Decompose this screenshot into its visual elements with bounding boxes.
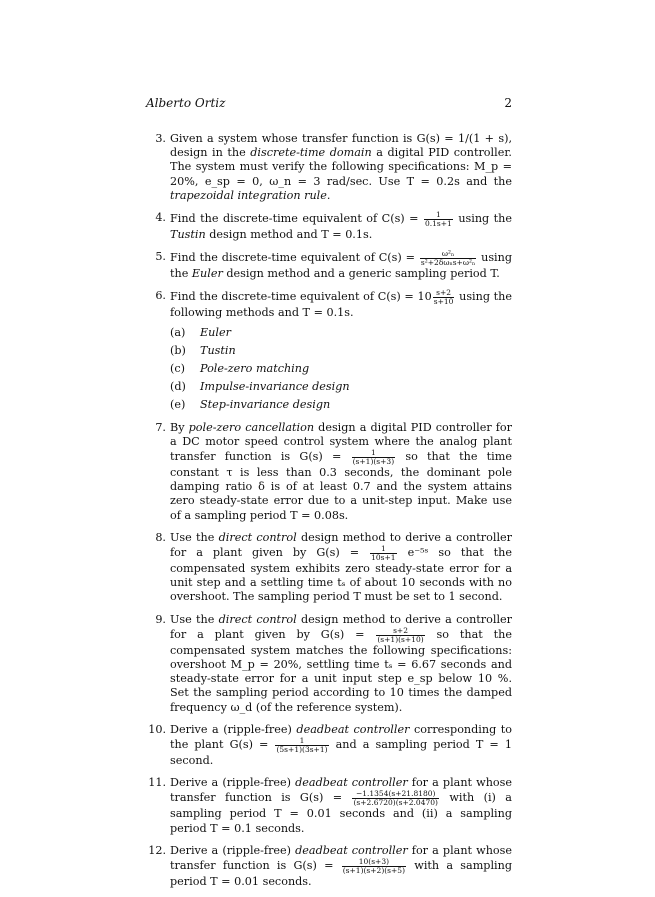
problem-text xyxy=(170,531,512,605)
text-run: Find the discrete-time equivalent of C(s) = 10 xyxy=(170,290,432,304)
text-run: with (i) a sampling period T = 0.01 seconds and (ii) a sampling period T = 0.1 seconds. xyxy=(170,791,512,835)
method-item xyxy=(170,361,512,377)
fraction-numerator: s+2 xyxy=(376,627,424,636)
fraction-denominator: (s+1)(s+3) xyxy=(352,457,395,467)
method-name: Euler xyxy=(200,325,231,339)
text-run: Derive a (ripple-free) xyxy=(170,722,297,736)
fraction-numerator: 1 xyxy=(424,211,453,220)
problem-item xyxy=(146,132,512,203)
problem-text xyxy=(170,613,512,715)
emphasized-text: discrete-time domain xyxy=(250,146,372,160)
problem-text xyxy=(170,723,512,768)
fraction-denominator: s+10 xyxy=(433,297,454,307)
fraction xyxy=(376,627,424,644)
problem-number: 5. xyxy=(155,250,166,264)
text-run: design method and T = 0.1s. xyxy=(205,228,373,242)
problem-text xyxy=(170,421,512,523)
problem-number: 12. xyxy=(148,843,166,857)
text-run: Find the discrete-time equivalent of C(s) = xyxy=(170,212,423,226)
author-name: Alberto Ortiz xyxy=(146,96,226,110)
text-run: with a sampling period T = 0.01 seconds. xyxy=(170,859,512,889)
method-name: Tustin xyxy=(200,343,236,357)
text-run: using the xyxy=(453,212,513,226)
problem-list xyxy=(146,132,512,889)
problem-item xyxy=(146,531,512,605)
running-header xyxy=(146,96,512,112)
fraction-numerator: −1.1354(s+21.8180) xyxy=(352,790,438,799)
problem-text xyxy=(170,132,512,203)
fraction xyxy=(424,211,453,228)
text-run: Use the xyxy=(170,612,219,626)
text-run: so that the compensated system matches the following specifications: overshoot M_p = 20%, settling time tₛ = 6.67 seconds and steady-state error for a unit input step e_sp below 10 %. Set the sampling period according to 10 times the damped frequency ω_d (of the reference system). xyxy=(170,627,512,714)
method-name: Impulse-invariance design xyxy=(200,379,350,393)
fraction xyxy=(370,545,396,562)
text-run: and a sampling period T = 1 second. xyxy=(170,738,512,768)
fraction-denominator: 0.1s+1 xyxy=(425,219,452,229)
fraction-denominator: (s+1)(s+10) xyxy=(377,634,424,644)
fraction xyxy=(275,737,328,754)
method-list xyxy=(170,325,512,413)
text-run: design method to derive a controller for a plant given by G(s) = xyxy=(170,612,512,641)
problem-text xyxy=(170,250,512,281)
problem-text xyxy=(170,289,512,320)
method-item xyxy=(170,397,512,413)
emphasized-text: deadbeat controller xyxy=(295,843,408,857)
problem-number: 7. xyxy=(155,420,166,434)
problem-item xyxy=(146,211,512,242)
text-run: a digital PID controller. The system must verify the following specifications: M_p = 20%, e_sp = 0, ω_n = 3 rad/sec. Use T = 0.2s and the xyxy=(170,146,512,188)
fraction-denominator: (5s+1)(3s+1) xyxy=(276,745,328,755)
problem-number: 6. xyxy=(155,289,166,303)
text-run: for a plant whose transfer function is G(s) = xyxy=(170,843,512,873)
problem-number: 9. xyxy=(155,612,166,626)
text-run: Given a system whose transfer function is G(s) = 1/(1 + s), design in the xyxy=(170,132,512,160)
fraction-numerator: s+2 xyxy=(433,289,455,298)
fraction-denominator: (s+2.6720)(s+2.0470) xyxy=(353,798,438,808)
fraction xyxy=(352,790,438,807)
fraction-numerator: 10(s+3) xyxy=(342,858,406,867)
method-label: (a) xyxy=(170,325,186,339)
emphasized-text: direct control xyxy=(218,612,297,626)
fraction-denominator: (s+1)(s+2)(s+5) xyxy=(342,866,406,876)
method-name: Step-invariance design xyxy=(200,397,331,411)
problem-number: 11. xyxy=(148,776,166,790)
text-run: design a digital PID controller for a DC motor speed control system where the analog plant transfer function is G(s) = xyxy=(170,420,513,464)
emphasized-text: Euler xyxy=(191,267,223,281)
problem-item xyxy=(146,844,512,889)
problem-item xyxy=(146,250,512,281)
text-run: design method to derive a controller for a plant given by G(s) = xyxy=(170,530,512,560)
problem-item xyxy=(146,613,512,715)
problem-text xyxy=(170,211,512,242)
method-label: (b) xyxy=(170,343,186,357)
text-run: using the following methods and T = 0.1s. xyxy=(170,290,513,320)
text-run: e⁻⁵ˢ so that the compensated system exhibits zero steady-state error for a unit step and a settling time tₛ of about 10 seconds with no overshoot. The sampling period T must be set to 1 second. xyxy=(170,546,513,604)
problem-item xyxy=(146,289,512,412)
fraction xyxy=(352,449,396,466)
problem-number: 3. xyxy=(155,132,166,145)
text-run: so that the time constant τ is less than 0.3 seconds, the dominant pole damping ratio δ is of at least 0.7 and the system attains zero steady-state error due to a unit-step input. Make use of a sampling period T = 0.08s. xyxy=(170,450,512,522)
text-run: corresponding to the plant G(s) = xyxy=(170,722,513,752)
method-item xyxy=(170,343,512,359)
emphasized-text: deadbeat controller xyxy=(296,722,410,736)
text-run: Find the discrete-time equivalent of C(s) = xyxy=(170,251,419,265)
method-label: (e) xyxy=(170,397,186,411)
page-number: 2 xyxy=(504,96,512,110)
fraction-numerator: 1 xyxy=(352,449,396,458)
fraction xyxy=(342,858,406,875)
problem-number: 4. xyxy=(155,211,166,225)
fraction-denominator: s²+2δωₙs+ω²ₙ xyxy=(420,258,476,268)
method-item xyxy=(170,379,512,395)
method-item xyxy=(170,325,512,341)
problem-item xyxy=(146,776,512,836)
fraction-numerator: ω²ₙ xyxy=(420,250,476,259)
text-run: Derive a (ripple-free) xyxy=(170,776,296,790)
problem-item xyxy=(146,421,512,523)
text-run: design method and a generic sampling period T. xyxy=(222,267,500,281)
emphasized-text: deadbeat controller xyxy=(295,776,408,790)
emphasized-text: Tustin xyxy=(170,228,206,242)
fraction-denominator: 10s+1 xyxy=(371,553,396,563)
problem-text xyxy=(170,844,512,889)
text-run: By xyxy=(170,420,189,434)
problem-number: 8. xyxy=(155,530,166,544)
emphasized-text: direct control xyxy=(218,530,297,544)
method-label: (d) xyxy=(170,379,186,393)
main-content xyxy=(146,132,512,897)
text-run: Derive a (ripple-free) xyxy=(170,843,296,857)
problem-text xyxy=(170,776,512,836)
fraction-numerator: 1 xyxy=(275,737,328,746)
problem-item xyxy=(146,723,512,768)
emphasized-text: trapezoidal integration rule. xyxy=(170,188,331,202)
fraction xyxy=(433,289,455,306)
fraction xyxy=(420,250,476,267)
problem-number: 10. xyxy=(148,722,166,736)
method-name: Pole-zero matching xyxy=(200,361,310,375)
text-run: for a plant whose transfer function is G(s) = xyxy=(170,776,512,805)
text-run: Use the xyxy=(170,530,219,544)
text-run: using the xyxy=(170,251,513,281)
fraction-numerator: 1 xyxy=(370,545,396,554)
emphasized-text: pole-zero cancellation xyxy=(188,420,315,434)
method-label: (c) xyxy=(170,361,185,375)
